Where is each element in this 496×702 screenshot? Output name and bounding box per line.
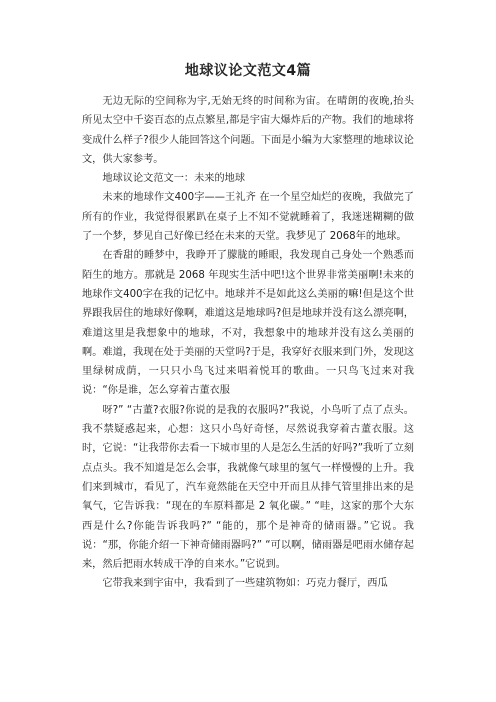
paragraph-section-heading: 地球议论文范文一：未来的地球 — [102, 173, 246, 185]
paragraph-universe: 它带我来到宇宙中，我看到了一些建筑物如：巧克力餐厅，西瓜 — [102, 578, 388, 590]
document-title: 地球议论文范文4篇 — [184, 63, 312, 79]
paragraph-author-line: 未来的地球作文400字——王礼齐 在一个星空灿烂的夜晚，我做完了所有的作业，我觉得很累趴在桌子上不知不觉就睡着了，我迷迷糊糊的做了一个梦，梦见自己好像已经在未来的天堂。我梦见了 2068年的地球。 — [82, 192, 414, 243]
paragraph-dream: 在香甜的睡梦中，我睁开了朦胧的睡眼，我发现自己身处一个熟悉而陌生的地方。那就是 2068 年现实生活中吧!这个世界非常美丽啊!未来的地球作文400字在我的记忆中。地球并不是如此这么美丽的嘛!但是这个世界跟我居住的地球好像啊，难道这是地球吗?但是地球并没有这么漂亮啊，难道这里是我想象中的地球，不对，我想象中的地球并没有这么美丽的啊。难道，我现在处于美丽的天堂吗?于是，我穿好衣服来到门外，发现这里绿树成荫，一只只小鸟飞过来唱着悦耳的歌曲。一只鸟飞过来对我说：“你是谁，怎么穿着古董衣服 — [82, 250, 414, 397]
paragraph-intro: 无边无际的空间称为宇,无始无终的时间称为宙。在晴朗的夜晚,抬头所见太空中千姿百态的点点繁星,都是宇宙大爆炸后的产物。我们的地球将变成什么样子?很少人能回答这个问题。下面是小编为大家整理的地球议论文，供大家参考。 — [82, 96, 414, 165]
paragraph-dialogue: 呀?” “古董?衣服?你说的是我的衣服吗?”我说，小鸟听了点了点头。我不禁疑惑起来，心想：这只小鸟好奇怪，尽然说我穿着古董衣服。这时，它说：“让我带你去看一下城市里的人是怎么生活的好吗?”我听了立刻点点头。我不知道是怎么会事，我就像气球里的氢气一样慢慢的上升。我们来到城市，看见了，汽车竟然能在天空中开而且从排气管里排出来的是氧气，它告诉我：“现在的车原料都是 2 氧化碳。” “哇，这家的那个大东西是什么?你能告诉我吗?” “能的，那个是神奇的储雨器。”它说。我说：“那，你能介绍一下神奇储雨器吗?” “可以啊，储雨器是吧雨水储存起来，然后把雨水转成干净的自来水。”它说到。 — [82, 404, 414, 571]
